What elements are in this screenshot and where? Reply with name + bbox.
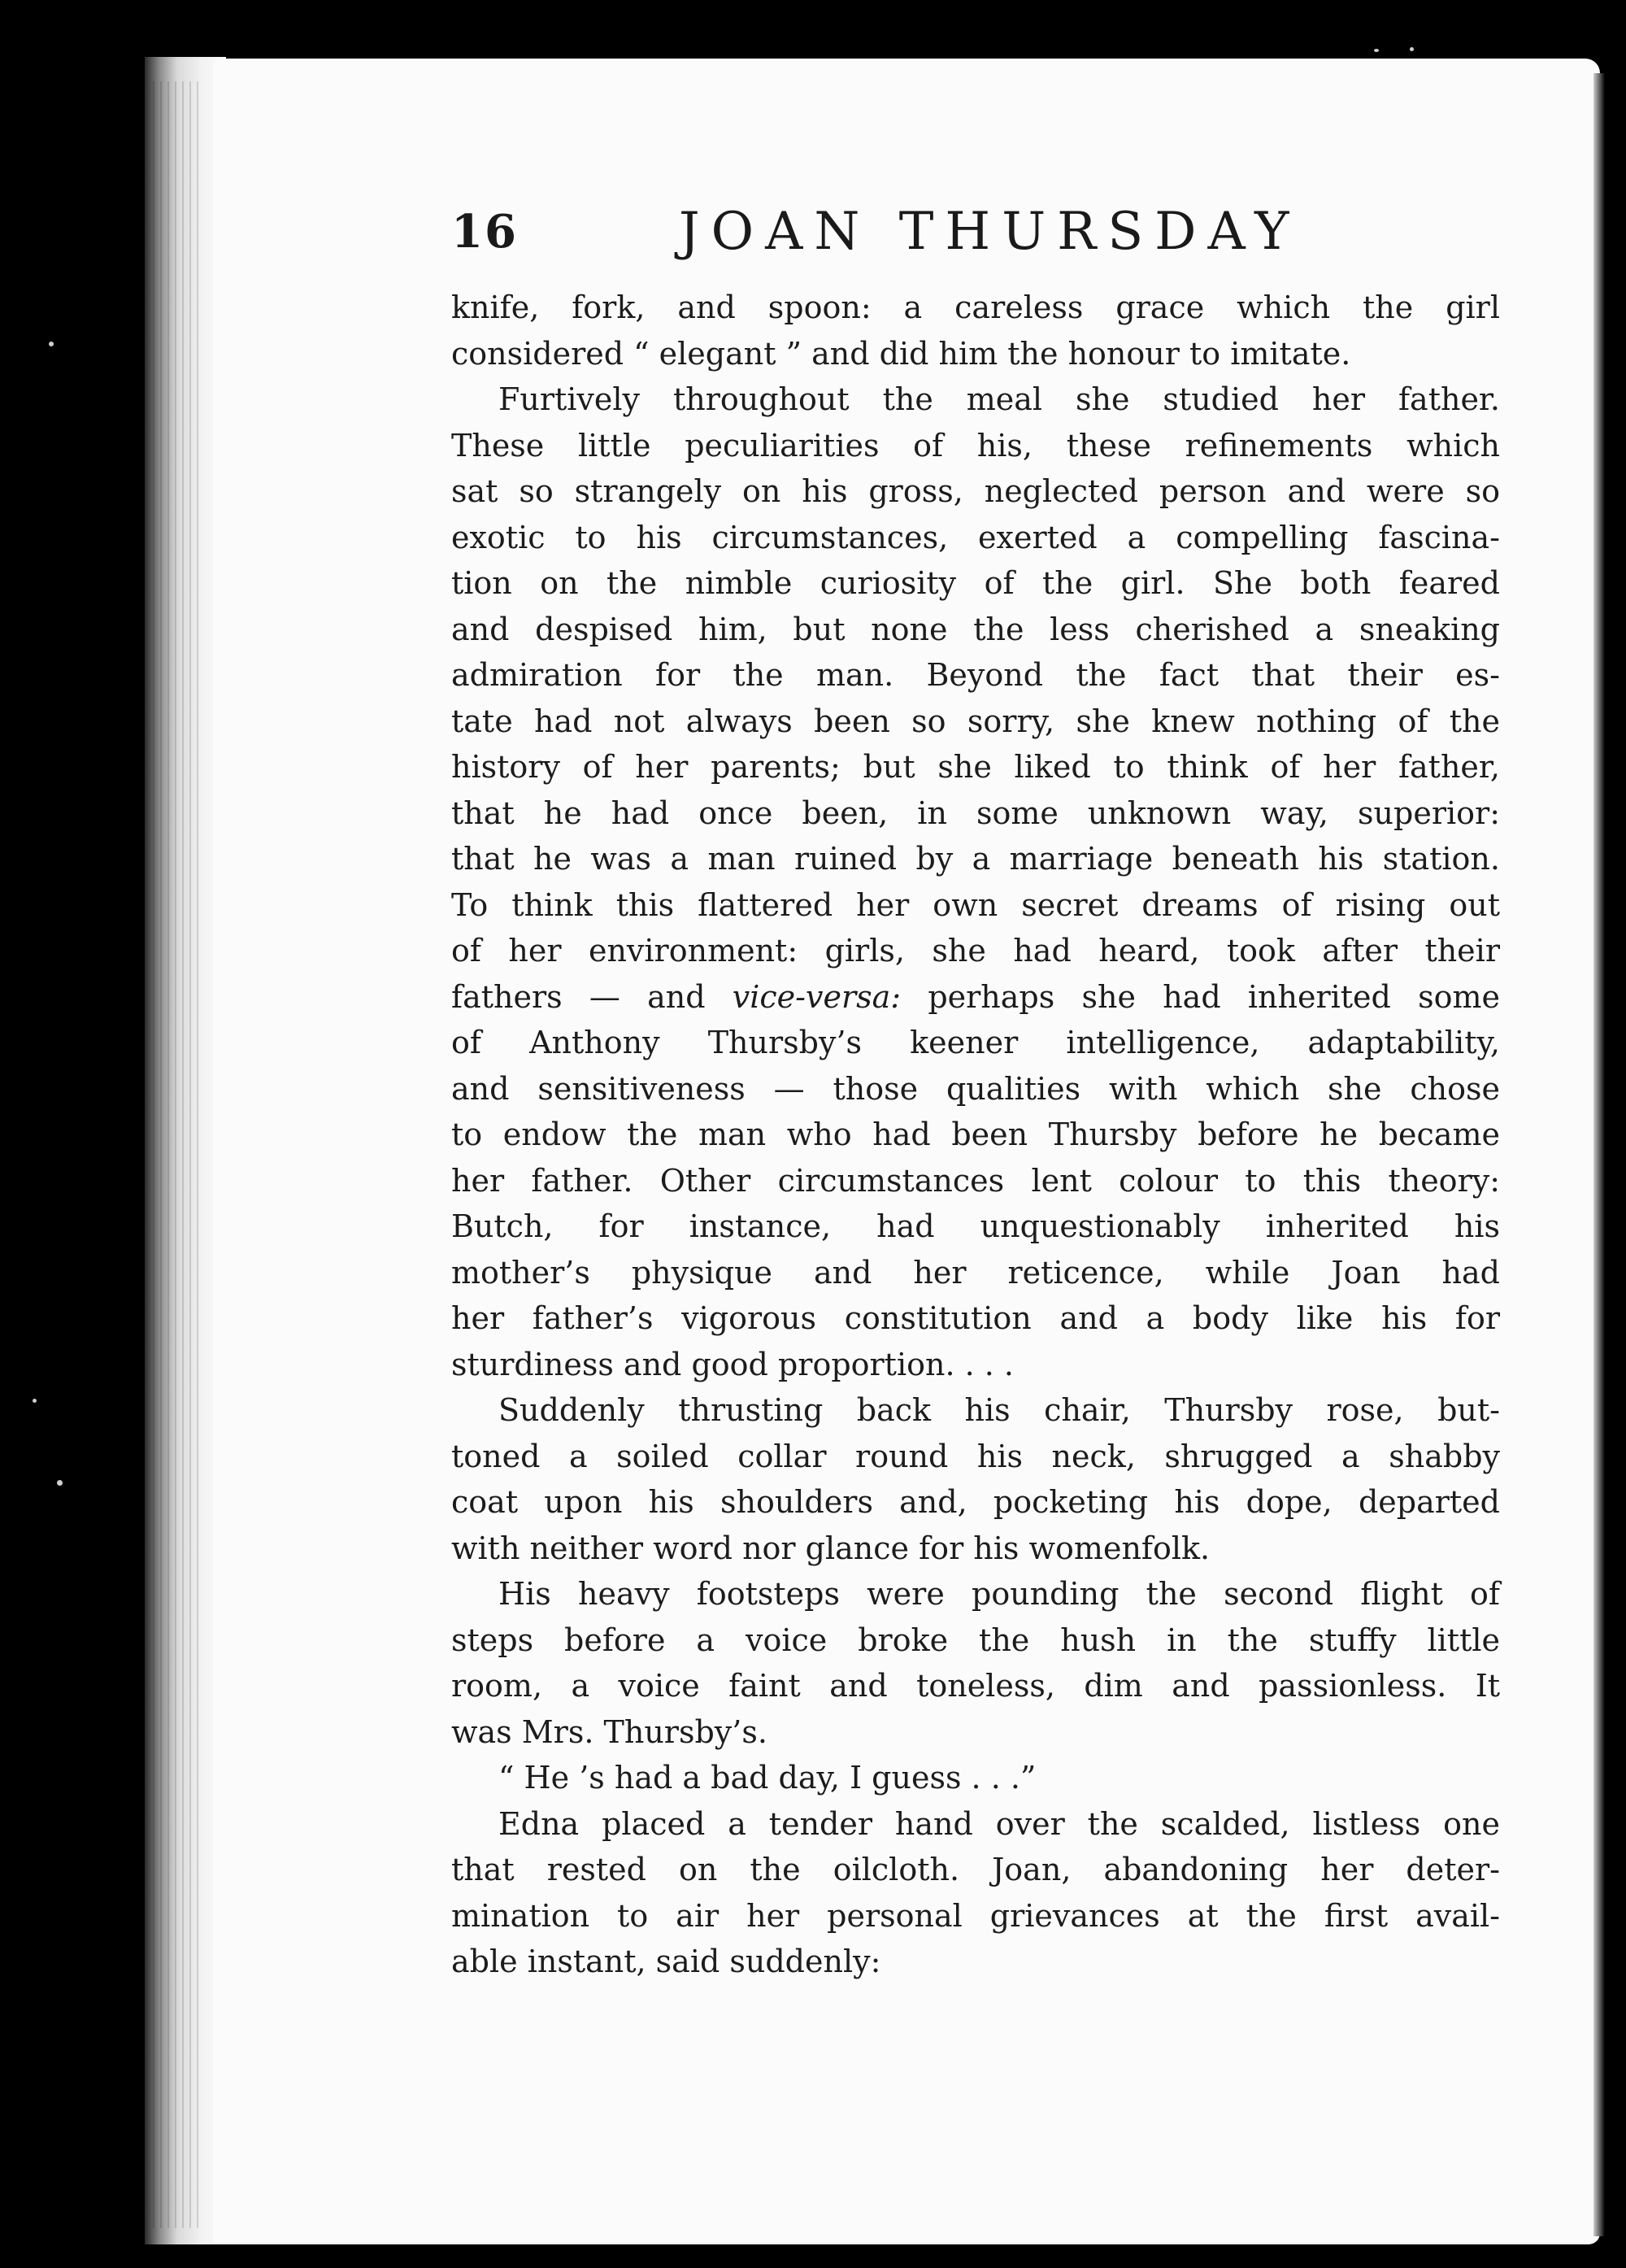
text-line: her father’s vigorous constitution and a body like his for xyxy=(451,1300,1500,1336)
text-line: to endow the man who had been Thursby before he became xyxy=(451,1117,1500,1152)
text-line: able instant, said suddenly: xyxy=(451,1944,881,1979)
page-right-edge-shadow xyxy=(1593,73,1605,2236)
text-line: admiration for the man. Beyond the fact that their es- xyxy=(451,657,1500,693)
text-line: was Mrs. Thursby’s. xyxy=(451,1713,767,1750)
text-line: of Anthony Thursby’s keener intelligence, adaptability, xyxy=(451,1025,1500,1060)
text-line: knife, fork, and spoon: a careless grace which the girl xyxy=(451,289,1500,325)
text-line: sat so strangely on his gross, neglected person and were so xyxy=(451,473,1500,509)
text-line: Butch, for instance, had unquestionably inherited his xyxy=(451,1208,1500,1244)
italic-text-span: vice-versa: xyxy=(732,978,902,1015)
body-text xyxy=(451,285,1500,1985)
text-line: Suddenly thrusting back his chair, Thursby rose, but- xyxy=(498,1392,1500,1428)
text-line: coat upon his shoulders and, pocketing his dope, departed xyxy=(451,1484,1500,1520)
text-line: of her environment: girls, she had heard, took after their xyxy=(451,933,1500,969)
text-line: that rested on the oilcloth. Joan, abandoning her deter- xyxy=(451,1852,1500,1887)
text-line: steps before a voice broke the hush in the stuffy little xyxy=(451,1622,1500,1658)
text-line: mination to air her personal grievances at the first avail- xyxy=(451,1897,1500,1934)
text-line: her father. Other circumstances lent colour to this theory: xyxy=(451,1162,1500,1199)
text-span: fathers — and xyxy=(451,978,733,1015)
text-line: His heavy footsteps were pounding the second flight of xyxy=(498,1576,1500,1612)
text-line: that he had once been, in some unknown way, superior: xyxy=(451,794,1500,831)
scan-speck xyxy=(57,1480,63,1486)
text-line: To think this flattered her own secret dreams of rising out xyxy=(451,886,1500,923)
text-line: that he was a man ruined by a marriage beneath his station. xyxy=(451,841,1500,877)
text-line: tate had not always been so sorry, she knew nothing of the xyxy=(451,703,1500,739)
text-line: and despised him, but none the less cherished a sneaking xyxy=(451,611,1500,647)
scan-speck xyxy=(1374,49,1379,52)
text-line: sturdiness and good proportion. . . . xyxy=(451,1346,1015,1382)
text-line: considered “ elegant ” and did him the honour to imitate. xyxy=(451,335,1351,372)
text-line: with neither word nor glance for his womenfolk. xyxy=(451,1530,1211,1566)
text-span: perhaps she had inherited some xyxy=(901,978,1501,1015)
text-line: and sensitiveness — those qualities with which she chose xyxy=(451,1070,1500,1107)
scan-speck xyxy=(49,342,54,346)
text-line: Furtively throughout the meal she studied her father. xyxy=(498,381,1500,417)
text-line: room, a voice faint and toneless, dim and passionless. It xyxy=(451,1668,1500,1704)
text-line: tion on the nimble curiosity of the girl. She both feared xyxy=(451,565,1500,601)
text-line: mother’s physique and her reticence, while Joan had xyxy=(451,1254,1500,1291)
page-number: 16 xyxy=(451,205,518,259)
text-line: These little peculiarities of his, these refinements which xyxy=(451,427,1500,464)
scan-speck xyxy=(1410,47,1414,51)
text-line: Edna placed a tender hand over the scalded, listless one xyxy=(498,1805,1500,1842)
page-header xyxy=(451,202,1508,275)
binding-edge-texture xyxy=(153,81,202,2228)
text-line: “ He ’s had a bad day, I guess . . .” xyxy=(498,1760,1037,1796)
running-head-title: JOAN THURSDAY xyxy=(679,202,1301,262)
text-line xyxy=(451,974,1500,1021)
scan-speck xyxy=(33,1399,37,1403)
text-line: exotic to his circumstances, exerted a compelling fascina- xyxy=(451,519,1500,555)
text-line: history of her parents; but she liked to think of her father, xyxy=(451,749,1500,785)
text-line: toned a soiled collar round his neck, shrugged a shabby xyxy=(451,1438,1500,1474)
